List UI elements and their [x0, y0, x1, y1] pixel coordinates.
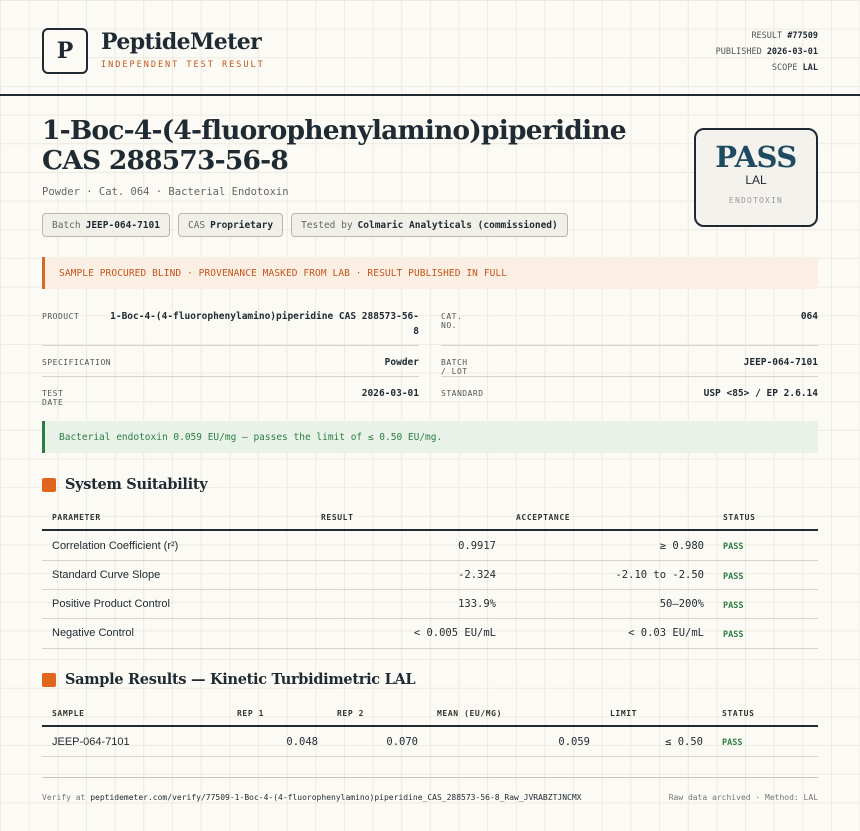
specification-label: SPECIFICATION — [42, 358, 112, 367]
stamp-result: PASS — [715, 140, 797, 174]
mean-cell: 0.059 — [558, 736, 590, 748]
rep2-cell: 0.070 — [386, 736, 418, 748]
table-header: RESULT — [321, 513, 354, 522]
table-header-rule — [42, 725, 818, 727]
chip-tested-by: Tested by Colmaric Analyticals (commissioned) — [291, 213, 568, 237]
result-cell: -2.324 — [458, 569, 496, 581]
chip-cas: CAS Proprietary — [178, 213, 283, 237]
stamp-method: LAL — [745, 173, 767, 187]
status-badge: PASS — [722, 738, 743, 748]
suitability-heading: System Suitability — [42, 476, 207, 493]
parameter-cell: Correlation Coefficient (r²) — [52, 540, 179, 552]
table-header: LIMIT — [610, 709, 638, 718]
product-label: PRODUCT — [42, 312, 80, 321]
page-title: 1-Boc-4-(4-fluorophenylamino)piperidine CAS 288573-56-8 — [42, 115, 626, 176]
test-date-value: 2026-03-01 — [361, 388, 419, 399]
batch-label: BATCH / LOT — [441, 358, 468, 376]
batch-value: JEEP-064-7101 — [743, 357, 818, 368]
acceptance-cell: 50–200% — [659, 598, 704, 610]
meta-published: PUBLISHED 2026-03-01 — [715, 47, 818, 57]
standard-value: USP <85> / EP 2.6.14 — [703, 388, 818, 399]
product-value-line2: 8 — [413, 326, 419, 337]
brand-tagline: INDEPENDENT TEST RESULT — [101, 60, 265, 70]
table-header: SAMPLE — [52, 709, 85, 718]
specification-value: Powder — [384, 357, 419, 368]
parameter-cell: Positive Product Control — [52, 598, 170, 610]
sample-results-heading: Sample Results — Kinetic Turbidimetric LAL — [42, 671, 415, 688]
verify-link[interactable]: peptidemeter.com/verify/77509-1-Boc-4-(4-fluorophenylamino)piperidine_CAS_288573-56-8_Raw_JVRABZTJNCMX — [90, 793, 582, 802]
acceptance-cell: ≥ 0.980 — [659, 540, 704, 552]
table-header: STATUS — [723, 513, 756, 522]
cat-label: CAT. NO. — [441, 312, 463, 330]
standard-label: STANDARD — [441, 389, 484, 398]
chip-batch: Batch JEEP-064-7101 — [42, 213, 170, 237]
result-cell: 0.9917 — [458, 540, 496, 552]
parameter-cell: Negative Control — [52, 627, 134, 639]
sample-results-table — [42, 0, 818, 760]
table-header: STATUS — [722, 709, 755, 718]
endotoxin-summary-note: Bacterial endotoxin 0.059 EU/mg — passes the limit of ≤ 0.50 EU/mg. — [42, 421, 818, 453]
meta-scope: SCOPE LAL — [771, 63, 818, 73]
footer-archive-note: Raw data archived · Method: LAL — [668, 793, 818, 802]
acceptance-cell: < 0.03 EU/mL — [628, 627, 704, 639]
status-badge: PASS — [723, 630, 744, 640]
row-divider — [42, 756, 818, 757]
brand-logo: P — [42, 28, 88, 74]
cat-value: 064 — [800, 311, 818, 322]
limit-cell: ≤ 0.50 — [665, 736, 703, 748]
brand-name: PeptideMeter — [101, 29, 262, 55]
table-header: MEAN (EU/MG) — [437, 709, 502, 718]
blind-sample-banner: SAMPLE PROCURED BLIND · PROVENANCE MASKED FROM LAB · RESULT PUBLISHED IN FULL — [42, 257, 818, 289]
table-header: REP 2 — [337, 709, 365, 718]
status-badge: PASS — [723, 601, 744, 611]
acceptance-cell: -2.10 to -2.50 — [615, 569, 704, 581]
page-subtitle: Powder · Cat. 064 · Bacterial Endotoxin — [42, 186, 289, 198]
footer-rule — [42, 777, 818, 778]
status-badge: PASS — [723, 572, 744, 582]
verify-line: Verify at peptidemeter.com/verify/77509-1-Boc-4-(4-fluorophenylamino)piperidine_CAS_288573-56-8_Raw_JVRABZTJNCMX — [42, 793, 582, 802]
product-value-line1: 1-Boc-4-(4-fluorophenylamino)piperidine CAS 288573-56- — [110, 311, 419, 322]
result-cell: < 0.005 EU/mL — [413, 627, 496, 639]
status-badge: PASS — [723, 542, 744, 552]
table-header: REP 1 — [237, 709, 265, 718]
sample-cell: JEEP-064-7101 — [52, 736, 130, 748]
meta-result: RESULT #77509 — [751, 31, 818, 41]
parameter-cell: Standard Curve Slope — [52, 569, 161, 581]
result-cell: 133.9% — [458, 598, 496, 610]
stamp-category: ENDOTOXIN — [728, 196, 784, 205]
table-header: PARAMETER — [52, 513, 101, 522]
test-date-label: TEST DATE — [42, 389, 64, 407]
rep1-cell: 0.048 — [286, 736, 318, 748]
table-header: ACCEPTANCE — [516, 513, 571, 522]
